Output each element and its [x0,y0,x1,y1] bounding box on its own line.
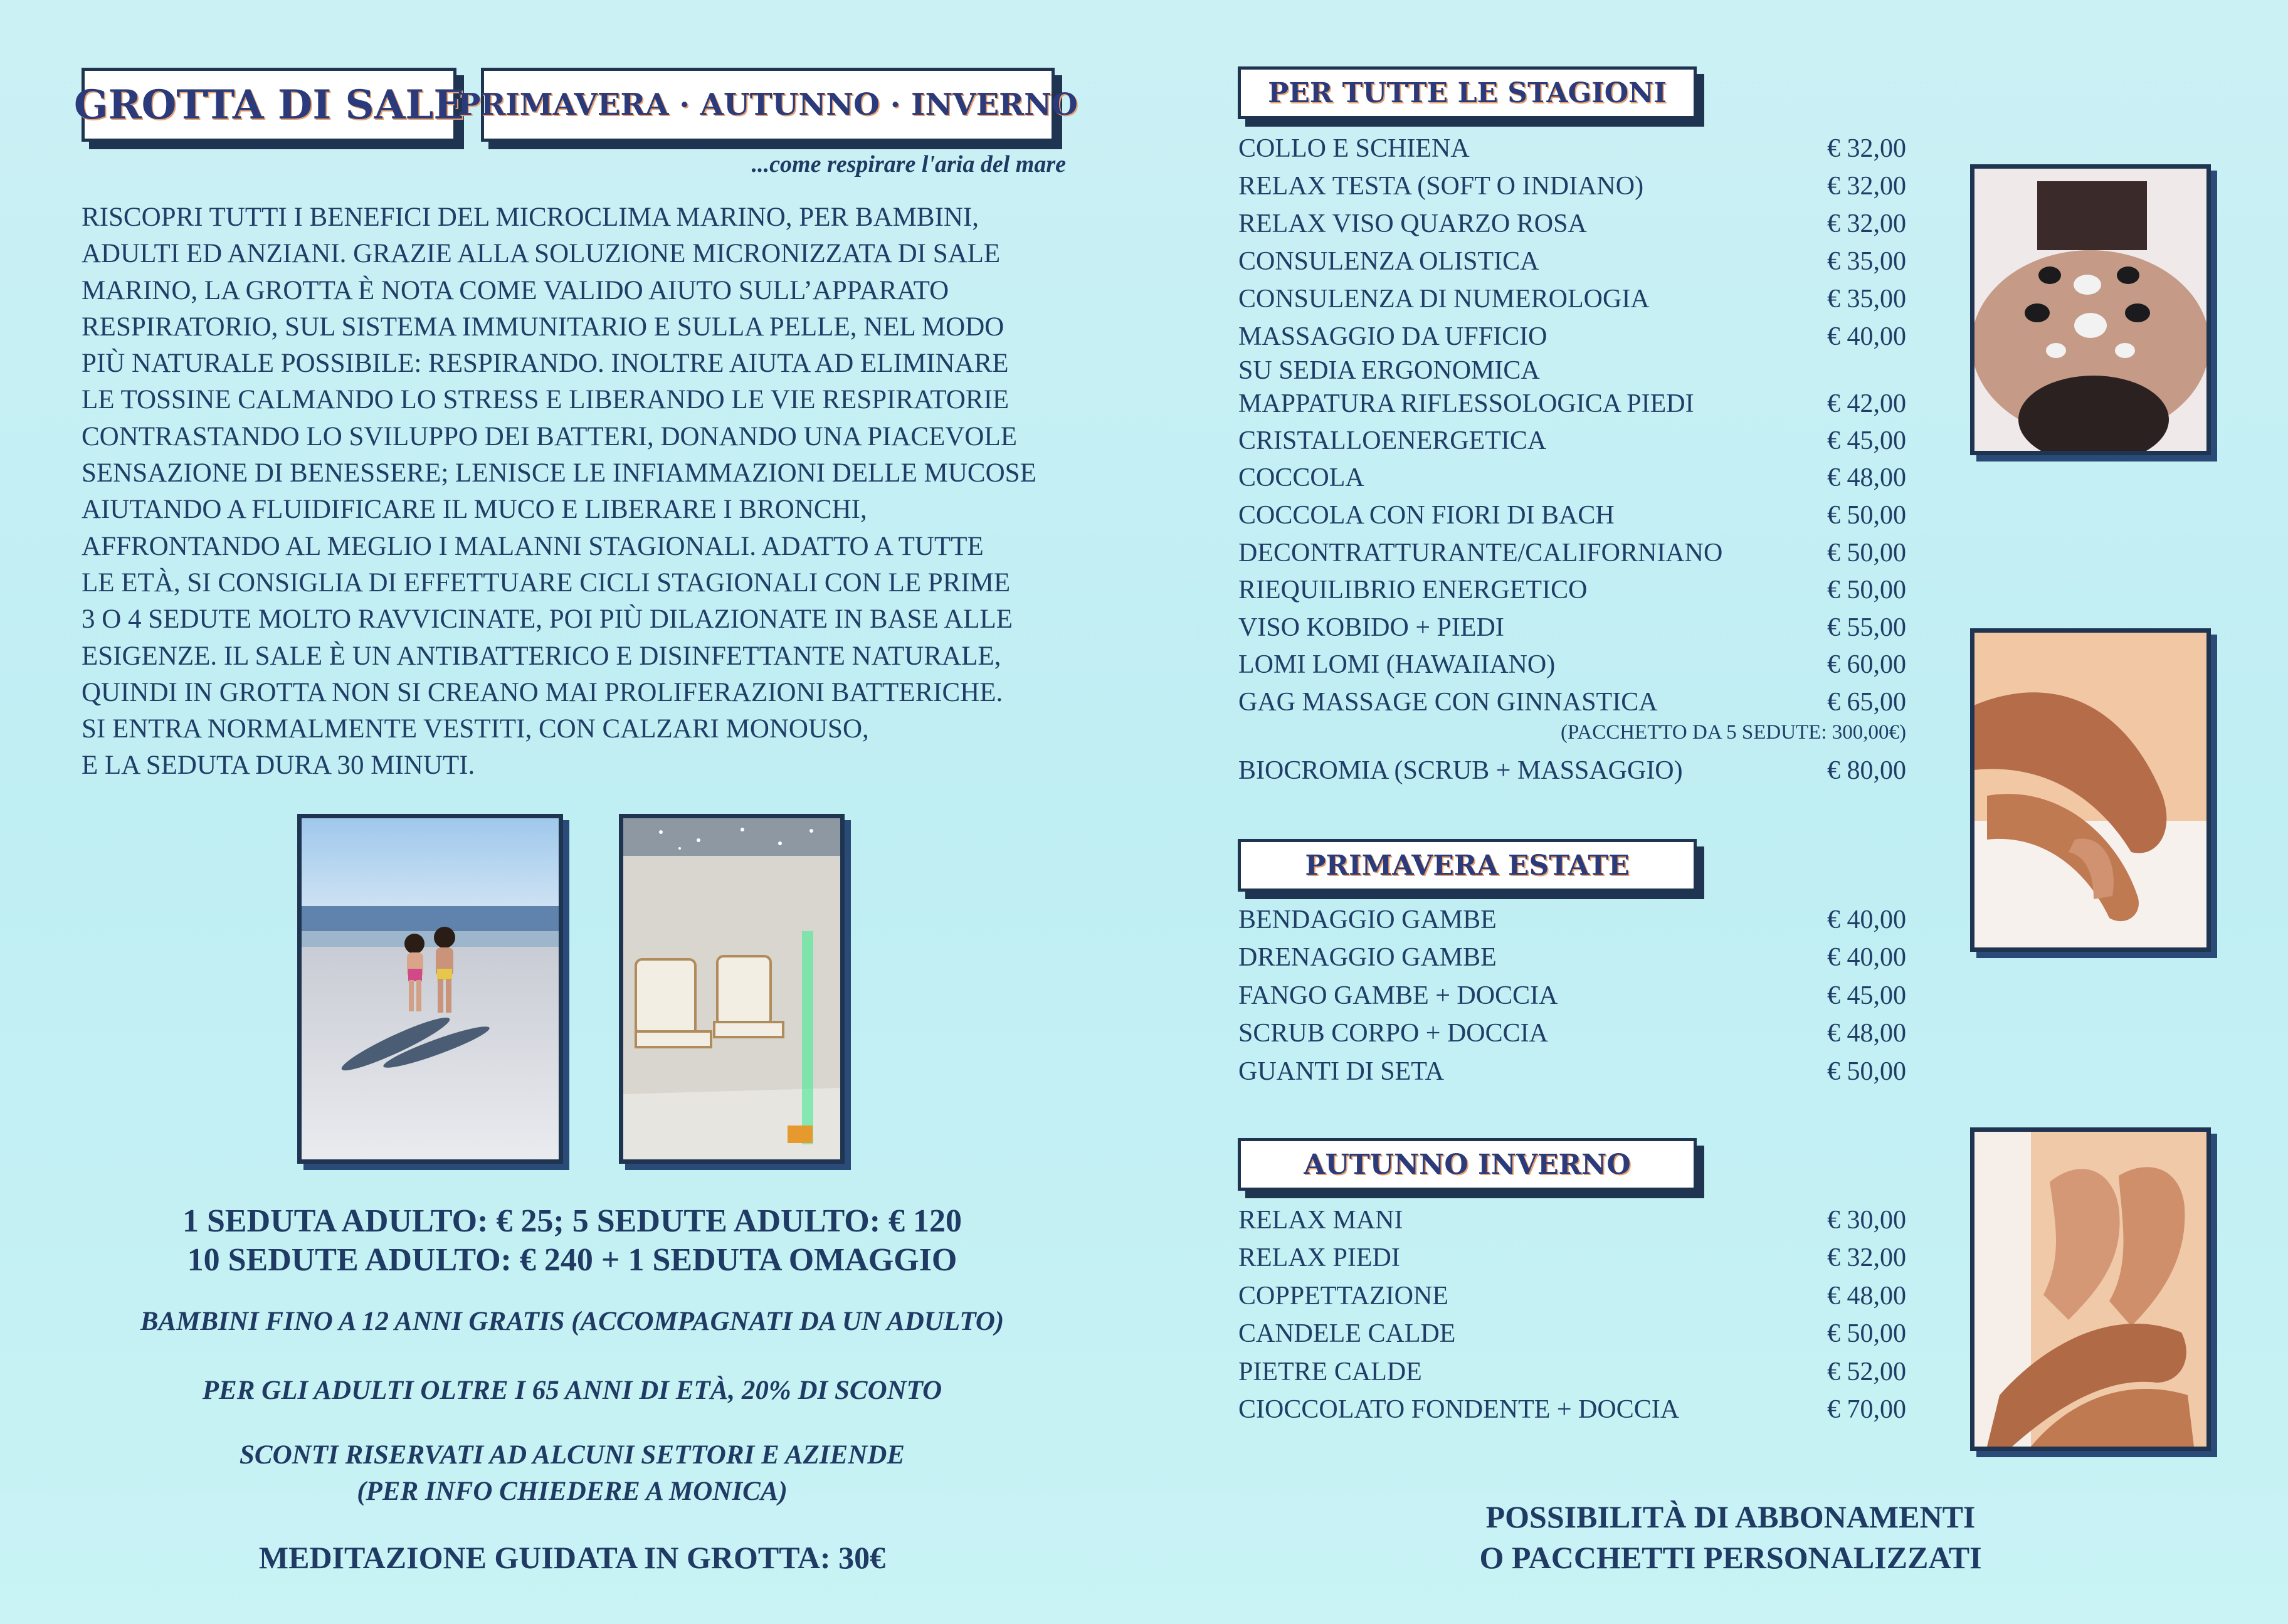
list-item: CRISTALLOENERGETICA € 45,00 [1238,426,1906,455]
price-line-2: 10 SEDUTE ADULTO: € 240 + 1 SEDUTA OMAGGIO [187,1242,957,1278]
list-item: RELAX VISO QUARZO ROSA € 32,00 [1238,209,1906,238]
list-item: DRENAGGIO GAMBE € 40,00 [1238,943,1906,972]
list-item: LOMI LOMI (HAWAIIANO) € 60,00 [1238,650,1906,679]
section-all-seasons-title: PER TUTTE LE STAGIONI [1268,76,1667,109]
section-autumn-header [1238,1138,1697,1191]
list-item: RIEQUILIBRIO ENERGETICO € 50,00 [1238,576,1906,604]
section-autumn-title: AUTUNNO INVERNO [1304,1148,1631,1181]
list-item: COPPETTAZIONE € 48,00 [1238,1282,1906,1310]
package-note: (PACCHETTO DA 5 SEDUTE: 300,00€) [1561,721,1906,744]
list-item: RELAX MANI € 30,00 [1238,1206,1906,1235]
list-item: CONSULENZA DI NUMEROLOGIA € 35,00 [1238,285,1906,314]
list-item: CONSULENZA OLISTICA € 35,00 [1238,247,1906,276]
beach-illustration [302,818,559,1159]
list-item: COCCOLA CON FIORI DI BACH € 50,00 [1238,501,1906,530]
list-item: VISO KOBIDO + PIEDI € 55,00 [1238,613,1906,642]
subscription-note-line-1: POSSIBILITÀ DI ABBONAMENTI [1485,1499,1976,1534]
title-box [73,68,465,142]
page-title: GROTTA DI SALE [73,81,465,129]
info-note: (PER INFO CHIEDERE A MONICA) [357,1477,788,1506]
legs-illustration [1974,633,2206,947]
list-item: MAPPATURA RIFLESSOLOGICA PIEDI € 42,00 [1238,389,1906,418]
list-item: CIOCCOLATO FONDENTE + DOCCIA € 70,00 [1238,1395,1906,1424]
list-item: MASSAGGIO DA UFFICIO € 40,00 [1238,322,1906,351]
list-item: DECONTRATTURANTE/CALIFORNIANO € 50,00 [1238,539,1906,567]
beach-children-photo [297,814,563,1164]
section-all-seasons-header [1238,66,1697,119]
seasons-title: PRIMAVERA · AUTUNNO · INVERNO [458,87,1078,122]
list-item: BIOCROMIA (SCRUB + MASSAGGIO) € 80,00 [1238,756,1906,785]
list-item: PIETRE CALDE € 52,00 [1238,1358,1906,1386]
company-discount-note: SCONTI RISERVATI AD ALCUNI SETTORI E AZIENDE [240,1440,905,1470]
section-spring-title: PRIMAVERA ESTATE [1305,849,1630,882]
list-item: SU SEDIA ERGONOMICA [1238,356,1540,385]
salt-cave-photo [619,814,845,1164]
list-item: RELAX PIEDI € 32,00 [1238,1243,1906,1272]
salt-cave-illustration [623,818,840,1159]
seasons-box [458,68,1078,142]
list-item: FANGO GAMBE + DOCCIA € 45,00 [1238,981,1906,1010]
hot-stones-massage-photo [1970,164,2211,455]
price-line-1: 1 SEDUTA ADULTO: € 25; 5 SEDUTE ADULTO: € 120 [182,1203,962,1239]
meditation-price: MEDITAZIONE GUIDATA IN GROTTA: 30€ [258,1540,886,1575]
list-item: RELAX TESTA (SOFT O INDIANO) € 32,00 [1238,172,1906,201]
intro-paragraph: RISCOPRI TUTTI I BENEFICI DEL MICROCLIMA MARINO, PER BAMBINI, ADULTI ED ANZIANI. GRAZIE ALLA SOLUZIONE MICRONIZZATA DI SALE MARINO, LA GROTTA È NOTA COME VALIDO AIUTO SULL’APPARATO RESPIRATORIO, SUL SISTEMA IMMUNITARIO E SULLA PELLE, NEL MODO PIÙ NATURALE POSSIBILE: RESPIRANDO. INOLTRE AIUTA AD ELIMINARE LE TOSSINE CALMANDO LO STRESS E LIBERANDO LE VIE RESPIRATORIE CONTRASTANDO LO SVILUPPO DEI BATTERI, DONANDO UNA PIACEVOLE SENSAZIONE DI BENESSERE; LENISCE LE INFIAMMAZIONI DELLE MUCOSE AIUTANDO A FLUIDIFICARE IL MUCO E LIBERARE I BRONCHI, AFFRONTANDO AL MEGLIO I MALANNI STAGIONALI. ADATTO A TUTTE LE ETÀ, SI CONSIGLIA DI EFFETTUARE CICLI STAGIONALI CON LE PRIME 3 O 4 SEDUTE MOLTO RAVVICINATE, POI PIÙ DILAZIONATE IN BASE ALLE ESIGENZE. IL SALE È UN ANTIBATTERICO E DISINFETTANTE NATURALE, QUINDI IN GROTTA NON SI CREANO MAI PROLIFERAZIONI BATTERICHE. SI ENTRA NORMALMENTE VESTITI, CON CALZARI MONOUSO, E LA SEDUTA DURA 30 MINUTI. [82,203,1036,781]
list-item: COCCOLA € 48,00 [1238,463,1906,492]
list-item: BENDAGGIO GAMBE € 40,00 [1238,905,1906,934]
list-item: GAG MASSAGE CON GINNASTICA € 65,00 [1238,688,1906,717]
subscription-note-line-2: O PACCHETTI PERSONALIZZATI [1479,1540,1982,1575]
list-item: COLLO E SCHIENA € 32,00 [1238,134,1906,163]
legs-massage-photo [1970,628,2211,952]
list-item: CANDELE CALDE € 50,00 [1238,1319,1906,1348]
list-item: SCRUB CORPO + DOCCIA € 48,00 [1238,1019,1906,1048]
hot-stones-illustration [1974,169,2206,451]
kids-free-note: BAMBINI FINO A 12 ANNI GRATIS (ACCOMPAGNATI DA UN ADULTO) [140,1307,1004,1336]
seniors-discount-note: PER GLI ADULTI OLTRE I 65 ANNI DI ETÀ, 20% DI SCONTO [202,1376,942,1405]
feet-illustration [1974,1132,2206,1447]
subtitle: ...come respirare l'aria del mare [751,151,1066,177]
list-item: GUANTI DI SETA € 50,00 [1238,1057,1906,1086]
section-spring-header [1238,839,1697,892]
feet-relax-photo [1970,1127,2211,1451]
